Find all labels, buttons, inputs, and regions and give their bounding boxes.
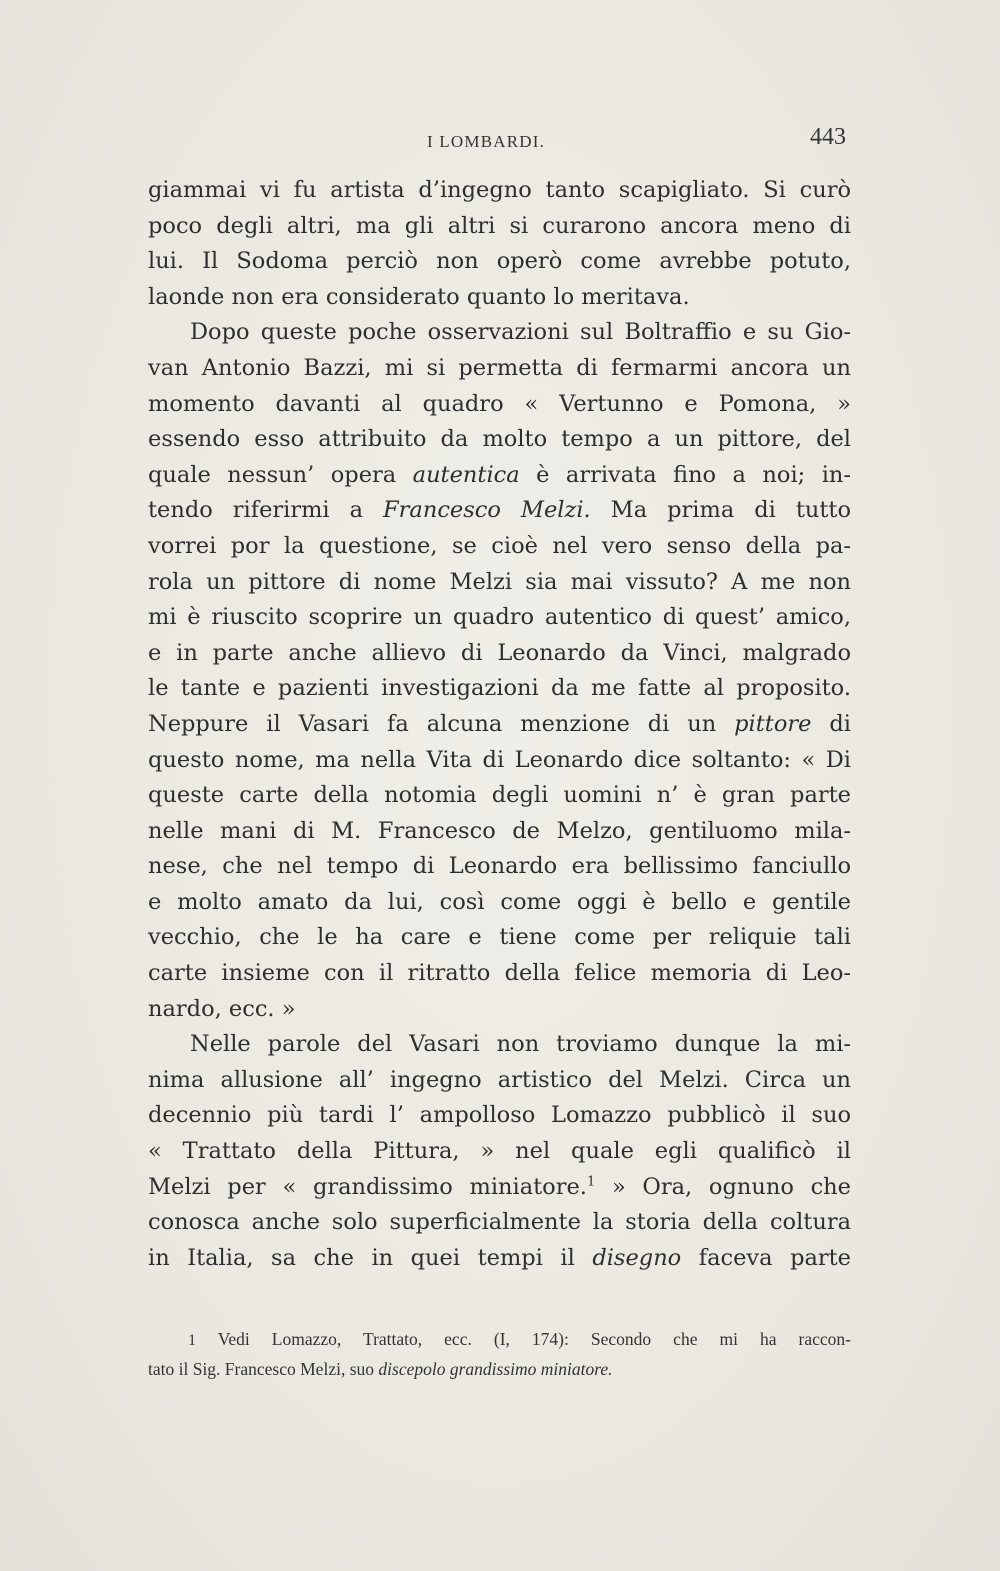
- text-line: [148, 707, 851, 743]
- text-run: Neppure il Vasari fa alcuna menzione di un: [148, 710, 735, 737]
- text-line: [148, 1170, 851, 1206]
- text-line: le tante e pazienti investigazioni da me fatte al proposito.: [148, 675, 851, 702]
- text-run: quale nessun’ opera: [148, 461, 413, 488]
- paragraph-1: [148, 173, 851, 315]
- italic-text: autentica: [412, 461, 520, 488]
- italic-text: pittore: [734, 710, 812, 737]
- text-run: » Ora, ognuno che: [595, 1173, 851, 1200]
- text-run: faceva parte: [681, 1244, 851, 1271]
- italic-text: disegno: [592, 1244, 682, 1271]
- text-line: nese, che nel tempo di Leonardo era bellissimo fanciullo: [148, 853, 851, 880]
- text-line: [148, 493, 851, 529]
- text-line: nima allusione all’ ingegno artistico del Melzi. Circa un: [148, 1066, 851, 1093]
- text-line: van Antonio Bazzi, mi si permetta di fermarmi ancora un: [148, 354, 851, 381]
- text-run: di: [811, 710, 851, 737]
- text-run: Ma prima di tutto: [590, 497, 851, 524]
- text-line: « Trattato della Pittura, » nel quale egli qualificò il: [148, 1138, 851, 1165]
- text-line: decennio più tardi l’ ampolloso Lomazzo pubblicò il suo: [148, 1102, 851, 1129]
- text-line: laonde non era considerato quanto lo meritava.: [148, 283, 690, 310]
- text-line: vorrei por la questione, se cioè nel vero senso della pa-: [148, 532, 851, 559]
- text-line: poco degli altri, ma gli altri si curarono ancora meno di: [148, 212, 851, 239]
- text-line: nelle mani di M. Francesco de Melzo, gentiluomo mila-: [148, 817, 851, 844]
- text-line: queste carte della notomia degli uomini n’ è gran parte: [148, 782, 851, 809]
- footnotes: [148, 1325, 851, 1383]
- text-line: questo nome, ma nella Vita di Leonardo dice soltanto: « Di: [148, 746, 851, 773]
- text-line: nardo, ecc. »: [148, 995, 296, 1022]
- text-line: vecchio, che le ha care e tiene come per reliquie tali: [148, 924, 851, 951]
- text-line: Nelle parole del Vasari non troviamo dunque la mi-: [190, 1031, 851, 1058]
- text-line: conosca anche solo superficialmente la storia della coltura: [148, 1209, 851, 1236]
- text-run: Vedi Lomazzo, Trattato, ecc. (I, 174): Secondo che mi ha raccon-: [196, 1329, 851, 1349]
- footnote-reference[interactable]: 1: [586, 1174, 596, 1190]
- text-run: è arrivata fino a noi; in-: [519, 461, 851, 488]
- body-text: [148, 173, 851, 1276]
- text-run: in Italia, sa che in quei tempi il: [148, 1244, 593, 1271]
- text-run: Melzi per « grandissimo miniatore.: [148, 1173, 587, 1200]
- text-line: giammai vi fu artista d’ingegno tanto scapigliato. Si curò: [148, 177, 851, 203]
- paragraph-2: [148, 315, 851, 1027]
- text-line: Dopo queste poche osservazioni sul Boltraffio e su Gio-: [190, 319, 851, 346]
- text-run: tato il Sig. Francesco Melzi, suo: [148, 1359, 379, 1379]
- text-run: tendo riferirmi a: [148, 497, 384, 524]
- text-line: e in parte anche allievo di Leonardo da Vinci, malgrado: [148, 639, 851, 666]
- text-line: lui. Il Sodoma perciò non operò come avrebbe potuto,: [148, 248, 851, 275]
- page-number: 443: [810, 124, 846, 150]
- text-line: momento davanti al quadro « Vertunno e Pomona, »: [148, 390, 851, 417]
- text-line: essendo esso attribuito da molto tempo a un pittore, del: [148, 426, 851, 453]
- text-line: [148, 1241, 851, 1277]
- footnote-line: [148, 1325, 851, 1355]
- footnote-number: 1: [188, 1332, 196, 1349]
- text-line: e molto amato da lui, così come oggi è bello e gentile: [148, 888, 851, 915]
- running-head: [0, 124, 1000, 160]
- italic-text: Francesco Melzi.: [383, 497, 591, 524]
- paragraph-3: [148, 1027, 851, 1276]
- text-line: rola un pittore di nome Melzi sia mai vissuto? A me non: [148, 568, 851, 595]
- text-line: carte insieme con il ritratto della felice memoria di Leo-: [148, 960, 851, 987]
- footnote-line: [148, 1355, 851, 1383]
- text-line: mi è riuscito scoprire un quadro autentico di quest’ amico,: [148, 604, 851, 631]
- italic-text: discepolo grandissimo miniatore.: [378, 1359, 613, 1379]
- text-line: [148, 458, 851, 494]
- header-title: I LOMBARDI.: [427, 132, 546, 151]
